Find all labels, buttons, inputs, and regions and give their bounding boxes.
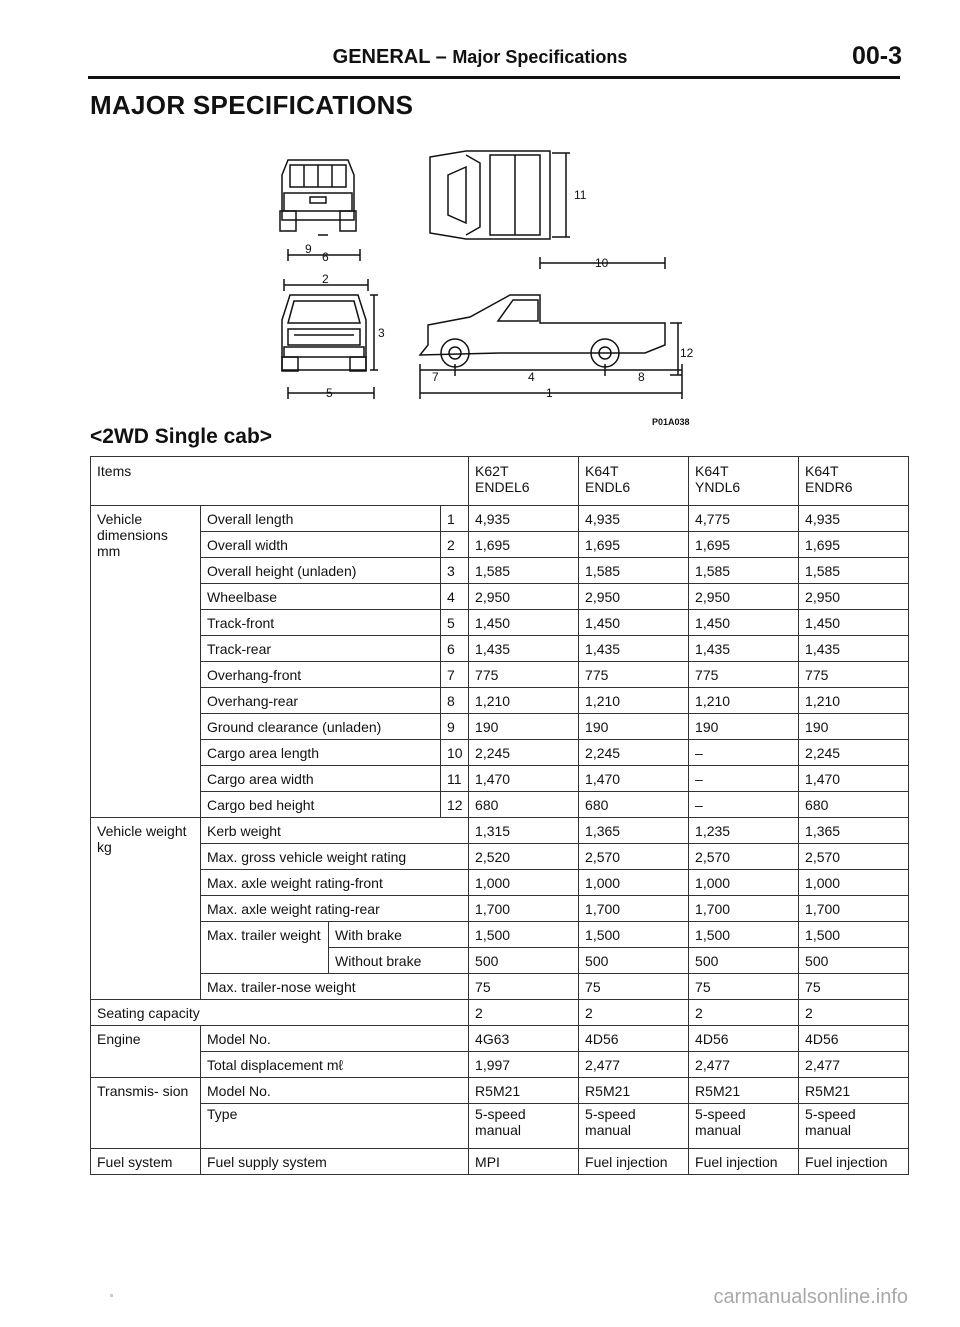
table-cell: 2,477 [689,1052,799,1078]
table-row [91,974,909,1000]
table-cell: R5M21 [799,1078,909,1104]
table-cell: 2 [469,1000,579,1026]
cell-line: K62T [475,463,509,479]
table-cell: 8 [441,688,469,714]
cell-line: ENDR6 [805,479,853,495]
table-cell: Fuel supply system [201,1149,469,1175]
table-cell: 1,365 [799,818,909,844]
table-row [91,896,909,922]
table-cell: 1,695 [689,532,799,558]
table-cell: 1,695 [799,532,909,558]
table-cell: 1,000 [689,870,799,896]
table-cell: 1,997 [469,1052,579,1078]
table-cell: 1,470 [469,766,579,792]
engine-group-label: Engine [91,1026,201,1078]
table-cell: 75 [689,974,799,1000]
table-cell [579,1104,689,1149]
table-row [91,688,909,714]
table-cell: 1,585 [579,558,689,584]
table-cell: 1,500 [469,922,579,948]
table-cell: 1,315 [469,818,579,844]
table-row [91,610,909,636]
table-row [91,922,909,948]
table-cell: 1,450 [469,610,579,636]
table-cell: 1,470 [579,766,689,792]
dim-label-11: 11 [574,188,587,202]
page-number: 00-3 [851,42,902,70]
model-header [579,457,689,506]
dim-label-3: 3 [378,326,385,340]
table-cell: 1,365 [579,818,689,844]
dim-label-2: 2 [322,272,329,286]
table-cell: 4 [441,584,469,610]
table-cell: 1,695 [469,532,579,558]
table-cell: 4D56 [799,1026,909,1052]
table-cell: 500 [469,948,579,974]
table-cell: 2,477 [799,1052,909,1078]
table-row [91,818,909,844]
table-row [91,1104,909,1149]
cell-line: manual [695,1122,741,1138]
table-cell: R5M21 [469,1078,579,1104]
cell-line: manual [585,1122,631,1138]
table-cell: 190 [689,714,799,740]
table-cell [469,1104,579,1149]
table-cell: 680 [799,792,909,818]
table-cell [689,1104,799,1149]
table-cell: Total displacement mℓ [201,1052,469,1078]
truck-top-view-icon [430,151,570,239]
items-header: Items [91,457,469,506]
table-cell: 1,210 [579,688,689,714]
table-cell: 75 [799,974,909,1000]
table-cell: 1,000 [579,870,689,896]
table-cell: Cargo area length [201,740,441,766]
cell-line: K64T [695,463,729,479]
table-cell: 2,520 [469,844,579,870]
table-cell: 775 [579,662,689,688]
transmission-group-label: Transmis- sion [91,1078,201,1149]
table-row [91,558,909,584]
model-header [689,457,799,506]
table-row [91,584,909,610]
table-cell: 1,435 [799,636,909,662]
table-cell: Overhang-front [201,662,441,688]
table-cell: 9 [441,714,469,740]
table-cell: 2,245 [579,740,689,766]
table-cell: Overhang-rear [201,688,441,714]
cell-line: 5-speed [805,1106,856,1122]
table-cell: 1,450 [799,610,909,636]
table-cell: 2,570 [799,844,909,870]
table-cell: 2,950 [689,584,799,610]
dim-label-9: 9 [305,242,312,256]
table-cell: 4,935 [799,506,909,532]
cell-line: 5-speed [475,1106,526,1122]
cell-line: manual [475,1122,521,1138]
table-row [91,1052,909,1078]
table-cell: 2,477 [579,1052,689,1078]
figure-code: P01A038 [652,417,690,427]
table-row [91,714,909,740]
table-cell: 1,000 [799,870,909,896]
table-cell: Track-rear [201,636,441,662]
fuel-group-label: Fuel system [91,1149,201,1175]
table-cell: Overall height (unladen) [201,558,441,584]
table-cell: 4G63 [469,1026,579,1052]
cell-line: K64T [805,463,839,479]
dim-label-10: 10 [595,256,609,270]
dim-label-7: 7 [432,370,439,384]
table-cell: 1,585 [799,558,909,584]
table-cell: 2 [689,1000,799,1026]
weight-group-label: Vehicle weight kg [91,818,201,1000]
table-cell: 1,700 [579,896,689,922]
table-cell: 1,210 [799,688,909,714]
table-cell: 4D56 [689,1026,799,1052]
table-cell: 2,950 [799,584,909,610]
table-cell: 1,210 [469,688,579,714]
table-cell: 1,700 [469,896,579,922]
dim-label-8: 8 [638,370,645,384]
table-cell: Wheelbase [201,584,441,610]
table-cell: 2,950 [579,584,689,610]
table-cell: 4D56 [579,1026,689,1052]
table-cell: 6 [441,636,469,662]
page-title: MAJOR SPECIFICATIONS [90,90,414,120]
table-cell: 11 [441,766,469,792]
table-cell: Seating capacity [91,1000,469,1026]
dim-label-5: 5 [326,386,333,400]
table-cell: R5M21 [579,1078,689,1104]
table-cell: 12 [441,792,469,818]
table-cell: Overall width [201,532,441,558]
table-row [91,636,909,662]
table-cell: 1,700 [799,896,909,922]
table-cell: 1,450 [689,610,799,636]
table-cell: 7 [441,662,469,688]
table-row [91,844,909,870]
dim-label-6: 6 [322,250,329,264]
table-cell: – [689,740,799,766]
cell-line: ENDL6 [585,479,631,495]
table-cell: Fuel injection [579,1149,689,1175]
table-cell: 1,435 [579,636,689,662]
table-row [91,740,909,766]
table-cell: Max. gross vehicle weight rating [201,844,469,870]
table-header-row [91,457,909,506]
table-cell: 1,695 [579,532,689,558]
table-cell: 500 [689,948,799,974]
table-cell: Max. axle weight rating-front [201,870,469,896]
table-cell: 1 [441,506,469,532]
table-cell: 3 [441,558,469,584]
table-row [91,532,909,558]
table-cell: 1,500 [579,922,689,948]
dim-label-4: 4 [528,370,535,384]
table-cell: 10 [441,740,469,766]
table-cell: 1,210 [689,688,799,714]
table-cell: R5M21 [689,1078,799,1104]
model-header [799,457,909,506]
cell-line: ENDEL6 [475,479,530,495]
table-cell: – [689,792,799,818]
table-cell: Fuel injection [689,1149,799,1175]
table-cell: Type [201,1104,469,1149]
table-cell: 4,935 [469,506,579,532]
dim-label-12: 12 [680,346,694,360]
table-cell: 1,235 [689,818,799,844]
cell-line: manual [805,1122,851,1138]
table-cell: 500 [579,948,689,974]
table-cell: Cargo area width [201,766,441,792]
table-row [91,662,909,688]
table-cell: Overall length [201,506,441,532]
table-cell: 1,585 [689,558,799,584]
table-row [91,506,909,532]
table-cell: Max. trailer-nose weight [201,974,469,1000]
table-cell: Track-front [201,610,441,636]
table-cell: 2,245 [469,740,579,766]
table-cell: 775 [689,662,799,688]
table-cell: 775 [469,662,579,688]
table-cell: 680 [469,792,579,818]
table-cell: 1,470 [799,766,909,792]
cell-line: 5-speed [585,1106,636,1122]
trailer-weight-label: Max. trailer weight [201,922,329,974]
table-cell: 2,570 [689,844,799,870]
table-cell: 4,775 [689,506,799,532]
table-cell: 1,435 [469,636,579,662]
table-row [91,1026,909,1052]
table-cell: With brake [329,922,469,948]
table-cell: 190 [799,714,909,740]
model-header [469,457,579,506]
header-rule [88,76,900,79]
table-cell: 1,500 [689,922,799,948]
table-cell: MPI [469,1149,579,1175]
table-cell: Model No. [201,1078,469,1104]
cell-line: K64T [585,463,619,479]
table-cell: Ground clearance (unladen) [201,714,441,740]
table-cell: 2,950 [469,584,579,610]
table-cell: 500 [799,948,909,974]
table-row [91,766,909,792]
table-cell: 1,000 [469,870,579,896]
scan-speck [110,1294,113,1297]
dim-label-1: 1 [546,386,553,400]
header-subsection: Major Specifications [452,47,628,67]
table-cell: 2 [579,1000,689,1026]
table-cell: 1,585 [469,558,579,584]
table-cell: Fuel injection [799,1149,909,1175]
table-cell: Kerb weight [201,818,469,844]
table-cell: 5 [441,610,469,636]
dimensions-group-label: Vehicle dimensions mm [91,506,201,818]
table-cell: 190 [469,714,579,740]
table-cell: 2 [441,532,469,558]
table-row [91,1078,909,1104]
table-cell: 1,700 [689,896,799,922]
table-row [91,1000,909,1026]
table-row [91,870,909,896]
table-cell: Max. axle weight rating-rear [201,896,469,922]
cell-line: 5-speed [695,1106,746,1122]
cell-line: YNDL6 [695,479,741,495]
table-cell: 1,435 [689,636,799,662]
table-cell: 190 [579,714,689,740]
table-cell: 2,245 [799,740,909,766]
table-cell: 1,500 [799,922,909,948]
header-section: GENERAL [332,46,431,68]
table-cell [799,1104,909,1149]
table-cell: – [689,766,799,792]
header-dash: – [435,46,447,68]
table-row [91,1149,909,1175]
section-label: <2WD Single cab> [90,425,273,448]
table-cell: 1,450 [579,610,689,636]
table-cell: Model No. [201,1026,469,1052]
table-cell: 75 [579,974,689,1000]
truck-dimension-figure [270,145,720,410]
truck-rear-view-icon [280,160,360,261]
table-cell: 775 [799,662,909,688]
table-row [91,792,909,818]
page-header [0,46,960,69]
specifications-table [90,456,909,1175]
table-cell: 4,935 [579,506,689,532]
table-cell: 75 [469,974,579,1000]
table-cell: Without brake [329,948,469,974]
table-cell: 2,570 [579,844,689,870]
truck-front-view-icon [282,279,378,399]
table-cell: 680 [579,792,689,818]
table-cell: Cargo bed height [201,792,441,818]
watermark: carmanualsonline.info [713,1286,908,1308]
table-cell: 2 [799,1000,909,1026]
